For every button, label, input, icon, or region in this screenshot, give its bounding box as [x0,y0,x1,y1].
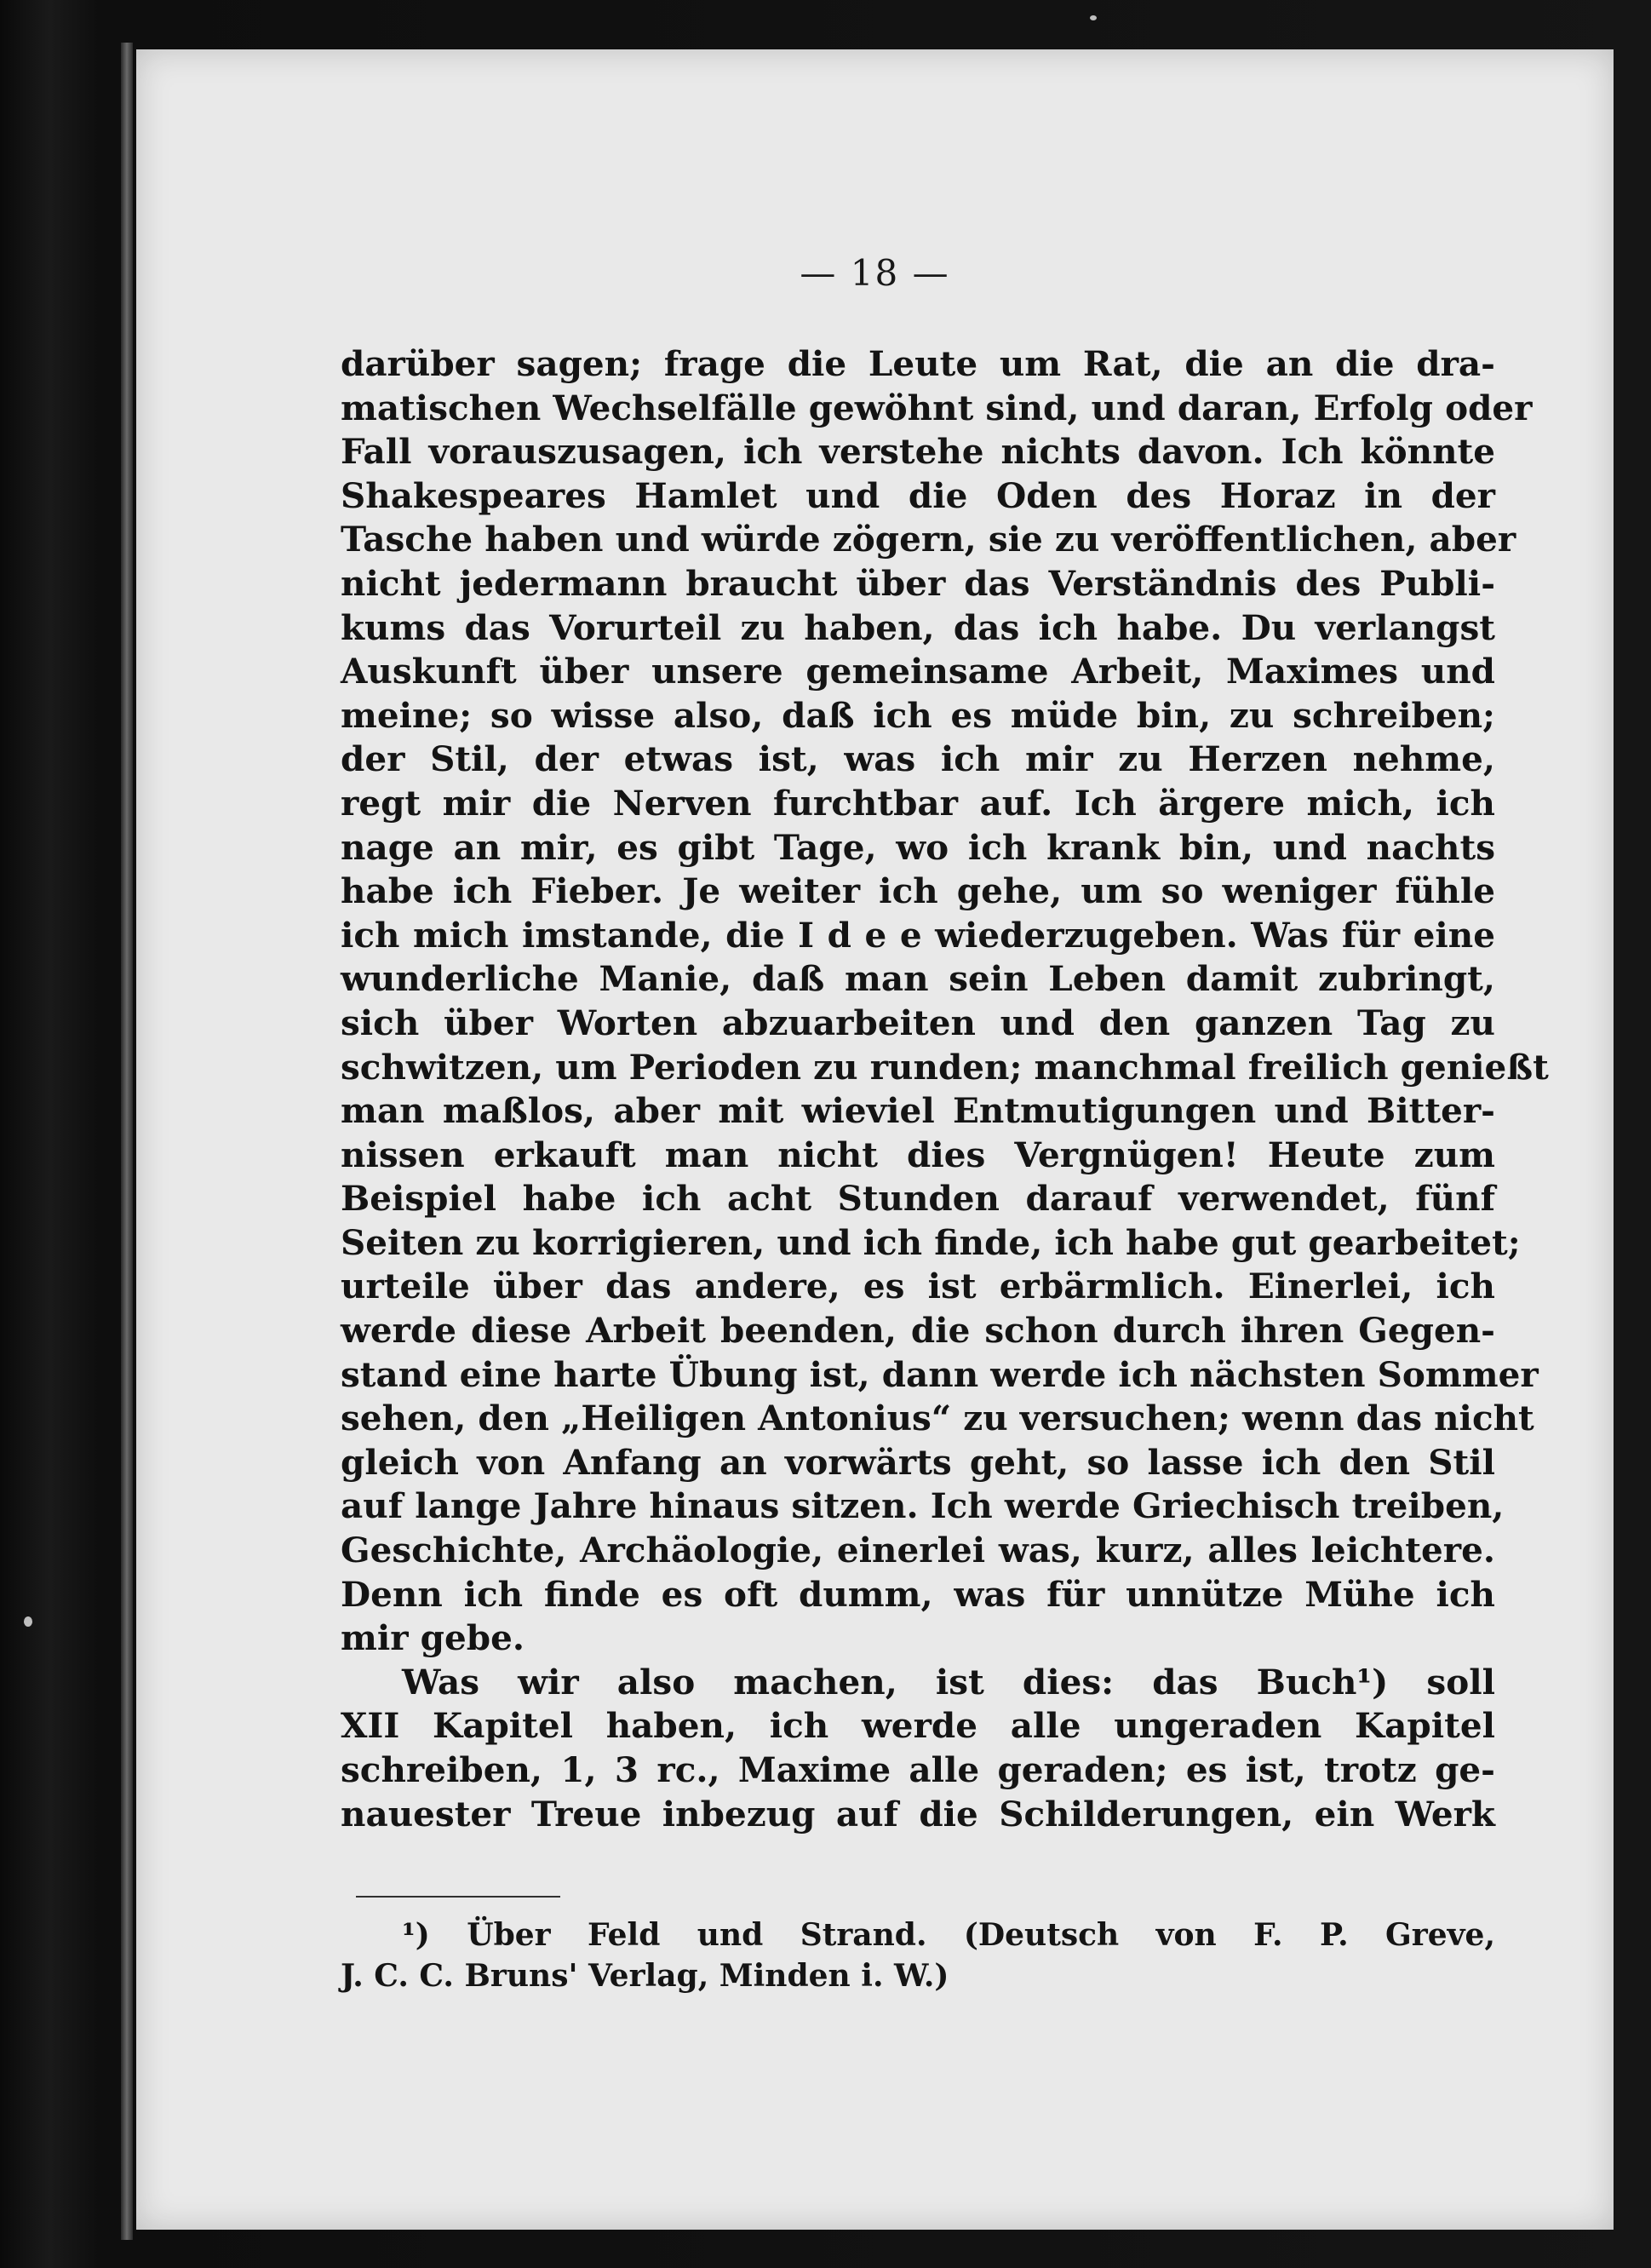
text-line: Auskunft über unsere gemeinsame Arbeit, Maximes und [341,651,1495,692]
scan-speck [1090,15,1097,20]
text-line: Denn ich finde es oft dumm, was für unnütze Mühe ich [341,1573,1495,1615]
text-line: man maßlos, aber mit wieviel Entmutigungen und Bitter- [341,1090,1495,1132]
text-line: nauester Treue inbezug auf die Schilderungen, ein Werk [341,1793,1495,1834]
footnote [341,1915,1495,1996]
text-line: mir gebe. [341,1617,525,1659]
text-line: ich mich imstande, die I d e e wiederzugeben. Was für eine [341,914,1495,956]
footnote-line: J. C. C. Bruns' Verlag, Minden i. W.) [341,1958,949,1994]
text-line: Beispiel habe ich acht Stunden darauf verwendet, fünf [341,1178,1495,1220]
page-number: — 18 — [800,252,950,294]
text-line: urteile über das andere, es ist erbärmlich. Einerlei, ich [341,1266,1495,1307]
text-line: Geschichte, Archäologie, einerlei was, kurz, alles leichtere. [341,1530,1495,1571]
footnote-separator [356,1896,560,1898]
scan-speck [24,1616,32,1627]
text-line: schreiben, 1, 3 rc., Maxime alle geraden; es ist, trotz ge- [341,1749,1495,1790]
body-text [341,342,1549,1836]
text-line: Tasche haben und würde zögern, sie zu veröffentlichen, aber [341,519,1516,560]
text-line: nicht jedermann braucht über das Verständnis des Publi- [341,562,1495,604]
footnote-line: ¹) Über Feld und Strand. (Deutsch von F. P. Greve, [402,1917,1495,1953]
text-line: Shakespeares Hamlet und die Oden des Horaz in der [341,474,1495,516]
text-line: stand eine harte Übung ist, dann werde ich nächsten Sommer [341,1353,1539,1395]
text-line: sich über Worten abzuarbeiten und den ganzen Tag zu [341,1002,1495,1043]
text-line: nissen erkauft man nicht dies Vergnügen! Heute zum [341,1134,1495,1175]
text-line: Was wir also machen, ist dies: das Buch¹) soll [402,1661,1495,1702]
text-line: gleich von Anfang an vorwärts geht, so lasse ich den Stil [341,1441,1495,1483]
text-line: habe ich Fieber. Je weiter ich gehe, um so weniger fühle [341,870,1495,912]
text-line: werde diese Arbeit beenden, die schon durch ihren Gegen- [341,1310,1495,1352]
text-line: Fall vorauszusagen, ich verstehe nichts davon. Ich könnte [341,431,1495,473]
text-line: sehen, den „Heiligen Antonius“ zu versuchen; wenn das nicht [341,1398,1534,1439]
text-line: der Stil, der etwas ist, was ich mir zu Herzen nehme, [341,738,1495,780]
text-line: nage an mir, es gibt Tage, wo ich krank bin, und nachts [341,826,1495,868]
text-line: regt mir die Nerven furchtbar auf. Ich ärgere mich, ich [341,782,1495,824]
text-line: Seiten zu korrigieren, und ich finde, ich habe gut gearbeitet; [341,1221,1521,1263]
text-line: XII Kapitel haben, ich werde alle ungeraden Kapitel [341,1705,1495,1747]
text-line: auf lange Jahre hinaus sitzen. Ich werde Griechisch treiben, [341,1485,1505,1527]
text-line: kums das Vorurteil zu haben, das ich habe. Du verlangst [341,606,1495,648]
text-line: wunderliche Manie, daß man sein Leben damit zubringt, [341,958,1495,1000]
text-line: schwitzen, um Perioden zu runden; manchmal freilich genießt [341,1046,1549,1088]
text-line: darüber sagen; frage die Leute um Rat, die an die dra- [341,343,1495,384]
text-line: meine; so wisse also, daß ich es müde bin, zu schreiben; [341,694,1495,736]
text-line: matischen Wechselfälle gewöhnt sind, und daran, Erfolg oder [341,387,1533,428]
